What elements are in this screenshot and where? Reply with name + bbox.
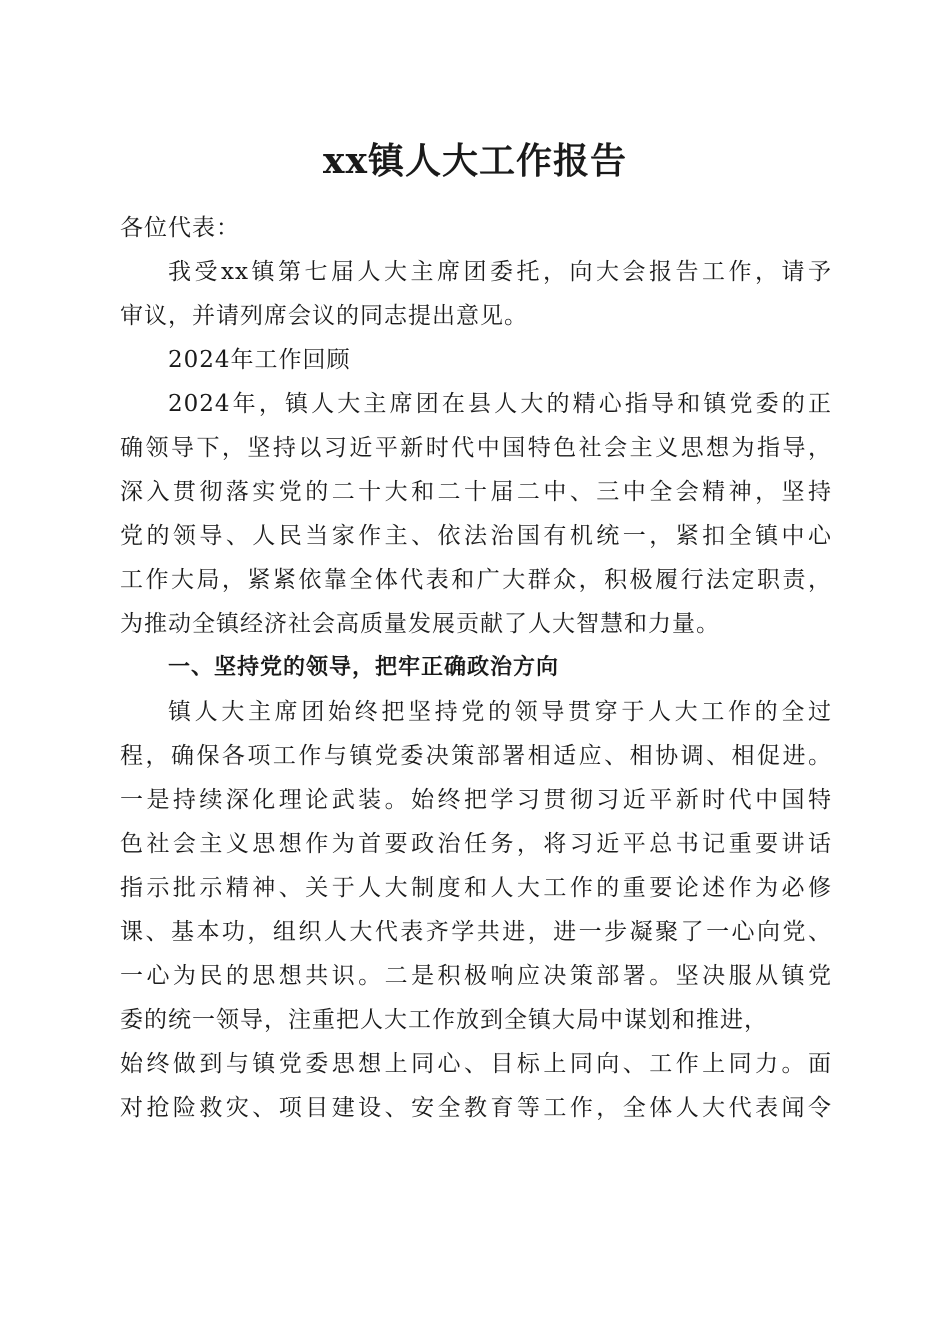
- paragraph-line: 镇人大主席团始终把坚持党的领导贯穿于人大工作的全过: [168, 699, 832, 725]
- section-label: 2024年工作回顾: [168, 347, 351, 373]
- section-heading: 一、坚持党的领导，把牢正确政治方向: [168, 655, 560, 680]
- paragraph-line: 色社会主义思想作为首要政治任务，将习近平总书记重要讲话: [120, 831, 832, 857]
- paragraph-line: 工作大局，紧紧依靠全体代表和广大群众，积极履行法定职责，: [120, 567, 832, 593]
- paragraph-line: 审议，并请列席会议的同志提出意见。: [120, 303, 528, 329]
- paragraph-line: 程，确保各项工作与镇党委决策部署相适应、相协调、相促进。: [120, 743, 832, 769]
- paragraph-line: 2024年，镇人大主席团在县人大的精心指导和镇党委的正: [168, 391, 832, 417]
- paragraph-line: 对抢险救灾、项目建设、安全教育等工作，全体人大代表闻令: [120, 1095, 832, 1121]
- paragraph-line: 一心为民的思想共识。二是积极响应决策部署。坚决服从镇党: [120, 963, 832, 989]
- paragraph-line: 课、基本功，组织人大代表齐学共进，进一步凝聚了一心向党、: [120, 919, 832, 945]
- paragraph-line: 始终做到与镇党委思想上同心、目标上同向、工作上同力。面: [120, 1051, 832, 1077]
- salutation: 各位代表：: [120, 215, 240, 241]
- paragraph-line: 指示批示精神、关于人大制度和人大工作的重要论述作为必修: [120, 875, 832, 901]
- paragraph-line: 为推动全镇经济社会高质量发展贡献了人大智慧和力量。: [120, 611, 720, 637]
- paragraph-line: 委的统一领导，注重把人大工作放到全镇大局中谋划和推进，: [120, 1007, 768, 1033]
- document-title: xx镇人大工作报告: [323, 140, 627, 182]
- paragraph-line: 确领导下，坚持以习近平新时代中国特色社会主义思想为指导，: [120, 435, 832, 461]
- paragraph-line: 深入贯彻落实党的二十大和二十届二中、三中全会精神，坚持: [120, 479, 832, 505]
- paragraph-line: 我受xx镇第七届人大主席团委托，向大会报告工作，请予: [168, 259, 832, 285]
- paragraph-line: 一是持续深化理论武装。始终把学习贯彻习近平新时代中国特: [120, 787, 832, 813]
- paragraph-line: 党的领导、人民当家作主、依法治国有机统一，紧扣全镇中心: [120, 523, 832, 549]
- document-body: [120, 206, 832, 1130]
